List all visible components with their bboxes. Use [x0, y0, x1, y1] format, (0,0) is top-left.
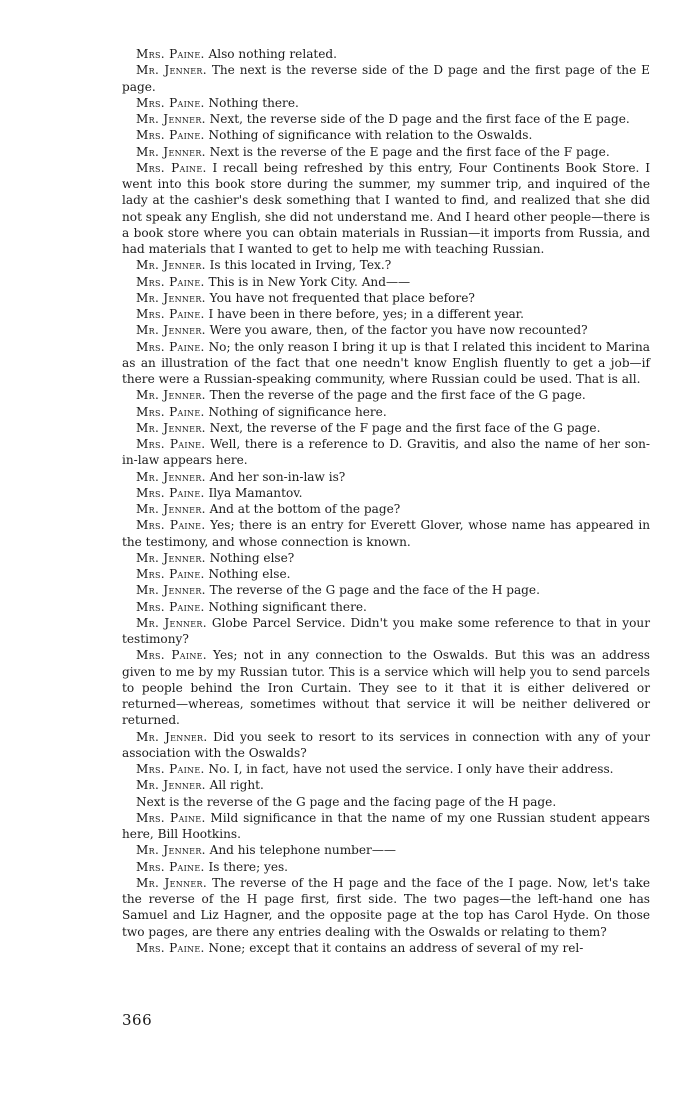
speaker-name: Mrs. Paine.: [136, 128, 205, 143]
testimony-paragraph: [122, 875, 650, 940]
testimony-paragraph: [122, 842, 650, 858]
speech-text: Nothing there.: [208, 95, 299, 110]
testimony-paragraph: [122, 290, 650, 306]
speaker-name: Mrs. Paine.: [136, 95, 205, 110]
speaker-name: Mr. Jenner.: [136, 875, 208, 890]
testimony-paragraph: [122, 436, 650, 469]
speech-text: And his telephone number——: [209, 843, 397, 858]
speech-text: Nothing of significance with relation to the Oswalds.: [208, 128, 533, 143]
testimony-paragraph: [122, 95, 650, 111]
speech-text: The reverse of the H page and the face of the I page. Now, let's take the reverse of the H page first, first side. The two pages—the left-hand one has Samuel and Liz Hagner, and the opposite page at the top has Carol Hyde. On those two pages, are there any entries dealing with the Oswalds or relating to them?: [122, 875, 650, 939]
testimony-paragraph: [122, 339, 650, 388]
testimony-paragraph: [122, 257, 650, 273]
speaker-name: Mr. Jenner.: [136, 843, 206, 858]
testimony-paragraph: [122, 274, 650, 290]
testimony-paragraph: [122, 859, 650, 875]
speaker-name: Mr. Jenner.: [136, 615, 207, 630]
speech-text: The reverse of the G page and the face of the H page.: [209, 583, 540, 598]
speaker-name: Mr. Jenner.: [136, 112, 206, 126]
speech-text: Nothing of significance here.: [208, 404, 387, 419]
page-number: 366: [122, 1011, 153, 1029]
speaker-name: Mr. Jenner.: [136, 469, 206, 484]
speaker-name: Mr. Jenner.: [136, 420, 206, 435]
speech-text: No; the only reason I bring it up is that I related this incident to Marina as an illustration of the fact that one needn't know English fluently to get a job—if there were a Russian-speaking community, where Russian could be used. That is all.: [122, 339, 650, 386]
speech-text: All right.: [209, 778, 264, 793]
speaker-name: Mrs. Paine.: [136, 437, 206, 451]
speech-text: Next, the reverse side of the D page and the first face of the E page.: [209, 112, 630, 126]
testimony-paragraph: [122, 615, 650, 648]
testimony-paragraph: [122, 46, 650, 62]
speech-text: None; except that it contains an address of several of my rel-: [208, 940, 584, 955]
speaker-name: Mr. Jenner.: [136, 729, 208, 744]
testimony-paragraph: [122, 599, 650, 615]
testimony-paragraph: [122, 62, 650, 95]
speaker-name: Mrs. Paine.: [136, 47, 205, 61]
speaker-name: Mrs. Paine.: [136, 762, 205, 776]
speech-text: Is this located in Irving, Tex.?: [209, 258, 392, 273]
testimony-paragraph: [122, 322, 650, 338]
testimony-paragraph: [122, 306, 650, 322]
speech-text: Nothing else?: [209, 550, 295, 565]
testimony-paragraph: [122, 566, 650, 582]
testimony-paragraph: [122, 160, 650, 258]
speech-text: Well, there is a reference to D. Gravitis, and also the name of her son-in-law appears here.: [122, 437, 650, 468]
speaker-name: Mr. Jenner.: [136, 583, 206, 598]
speaker-name: Mrs. Paine.: [136, 404, 205, 419]
speech-text: Ilya Mamantov.: [208, 485, 303, 500]
testimony-paragraph: [122, 517, 650, 550]
speech-text: And at the bottom of the page?: [209, 502, 401, 516]
speaker-name: Mr. Jenner.: [136, 502, 206, 516]
testimony-paragraph: [122, 387, 650, 403]
testimony-paragraph: [122, 550, 650, 566]
speaker-name: Mrs. Paine.: [136, 307, 205, 321]
speaker-name: Mr. Jenner.: [136, 144, 206, 159]
speech-text: This is in New York City. And——: [208, 274, 411, 289]
speaker-name: Mr. Jenner.: [136, 258, 206, 273]
testimony-paragraph: [122, 794, 650, 810]
testimony-paragraph: [122, 582, 650, 598]
speech-text: Were you aware, then, of the factor you have now recounted?: [209, 323, 588, 338]
speech-text: Globe Parcel Service. Didn't you make some reference to that in your testimony?: [122, 615, 650, 646]
speaker-name: Mr. Jenner.: [136, 63, 207, 78]
testimony-paragraph: [122, 729, 650, 762]
speaker-name: Mr. Jenner.: [136, 550, 206, 565]
speaker-name: Mr. Jenner.: [136, 388, 206, 403]
speaker-name: Mr. Jenner.: [136, 778, 206, 793]
speech-text: Did you seek to resort to its services in connection with any of your association with the Oswalds?: [122, 729, 651, 760]
speech-text: Next, the reverse of the F page and the first face of the G page.: [209, 420, 601, 435]
testimony-paragraph: [122, 144, 650, 160]
testimony-paragraph: [122, 761, 650, 777]
speaker-name: Mr. Jenner.: [136, 323, 206, 338]
speech-text: Is there; yes.: [208, 859, 289, 874]
speaker-name: Mrs. Paine.: [136, 810, 206, 825]
testimony-paragraph: [122, 647, 650, 728]
testimony-paragraph: [122, 940, 650, 956]
speech-text: The next is the reverse side of the D page and the first page of the E page.: [122, 63, 650, 94]
speech-text: Mild significance in that the name of my one Russian student appears here, Bill Hootkins.: [122, 810, 650, 841]
speech-text: You have not frequented that place before?: [209, 290, 475, 305]
speech-text: Yes; there is an entry for Everett Glover, whose name has appeared in the testimony, and whose connection is known.: [122, 518, 650, 549]
speaker-name: Mrs. Paine.: [136, 599, 205, 614]
speech-text: I have been in there before, yes; in a different year.: [208, 307, 524, 321]
speech-text: Next is the reverse of the G page and the facing page of the H page.: [136, 794, 557, 809]
testimony-paragraph: [122, 469, 650, 485]
transcript-page: [122, 46, 650, 956]
testimony-paragraph: [122, 111, 650, 127]
speech-text: I recall being refreshed by this entry, Four Continents Book Store. I went into this book store during the summer, my summer trip, and inquired of the lady at the cashier's desk something that I wanted to find, and realized that she did not speak any English, she did not understand me. And I heard other people—there is a book store where you can obtain materials in Russian—it imports from Russia, and had materials that I wanted to get to help me with teaching Russian.: [122, 160, 650, 256]
speaker-name: Mr. Jenner.: [136, 290, 206, 305]
testimony-paragraph: [122, 501, 650, 517]
speaker-name: Mrs. Paine.: [136, 859, 205, 874]
speaker-name: Mrs. Paine.: [136, 485, 205, 500]
speech-text: Nothing significant there.: [208, 599, 367, 614]
testimony-paragraph: [122, 810, 650, 843]
speaker-name: Mrs. Paine.: [136, 160, 207, 175]
speaker-name: Mrs. Paine.: [136, 339, 205, 354]
speaker-name: Mrs. Paine.: [136, 274, 205, 289]
speaker-name: Mrs. Paine.: [136, 567, 205, 581]
testimony-paragraph: [122, 420, 650, 436]
speaker-name: Mrs. Paine.: [136, 518, 206, 533]
speaker-name: Mrs. Paine.: [136, 648, 207, 663]
speaker-name: Mrs. Paine.: [136, 940, 205, 955]
speech-text: Yes; not in any connection to the Oswalds. But this was an address given to me by my Russian tutor. This is a service which will help you to send parcels to people behind the Iron Curtain. They see to it that it is either delivered or returned—whereas, sometimes without that service it will be neither delivered or returned.: [122, 648, 650, 728]
speech-text: No. I, in fact, have not used the service. I only have their address.: [208, 762, 614, 776]
testimony-paragraph: [122, 127, 650, 143]
testimony-paragraph: [122, 404, 650, 420]
speech-text: Then the reverse of the page and the first face of the G page.: [209, 388, 586, 403]
speech-text: Also nothing related.: [208, 47, 338, 61]
speech-text: And her son-in-law is?: [209, 469, 346, 484]
testimony-paragraph: [122, 777, 650, 793]
speech-text: Nothing else.: [208, 567, 291, 581]
speech-text: Next is the reverse of the E page and the first face of the F page.: [209, 144, 610, 159]
testimony-paragraph: [122, 485, 650, 501]
